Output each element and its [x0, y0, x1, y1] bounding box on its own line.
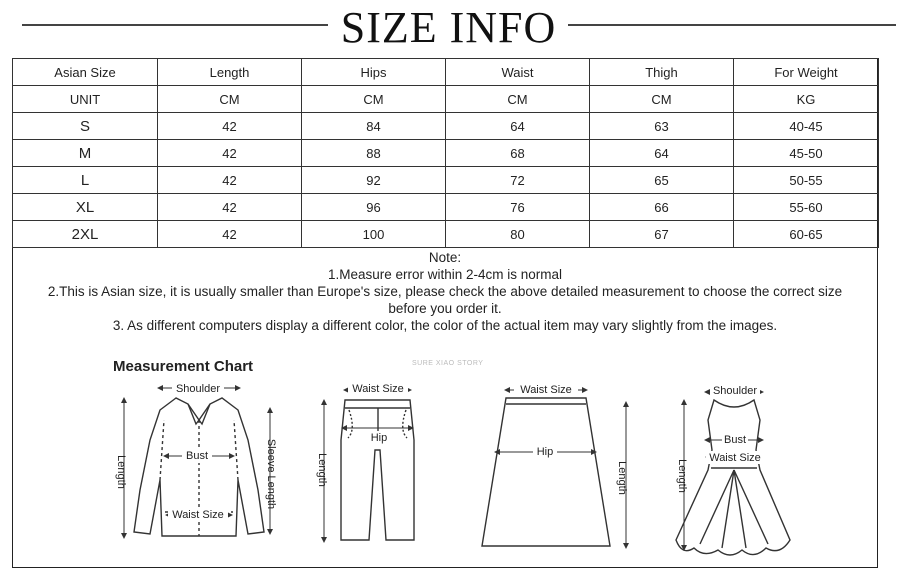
table-cell: 96 — [302, 194, 446, 221]
table-cell: CM — [302, 86, 446, 113]
table-cell: 42 — [158, 167, 302, 194]
table-cell: XL — [13, 194, 158, 221]
note-line: 1.Measure error within 2-4cm is normal — [327, 267, 563, 282]
table-cell: 45-50 — [734, 140, 879, 167]
table-cell: 42 — [158, 140, 302, 167]
shirt-bust-label: Bust — [185, 450, 209, 462]
table-header-cell: Asian Size — [13, 59, 158, 86]
table-cell: 42 — [158, 221, 302, 248]
shirt-sleeve-label: Sleeve Length — [265, 438, 277, 510]
dress-shoulder-label: Shoulder — [712, 385, 758, 397]
table-cell: UNIT — [13, 86, 158, 113]
note-line: 3. As different computers display a different color, the color of the actual item may vary slightly from the images. — [112, 318, 778, 333]
pants-length-label: Length — [316, 453, 328, 487]
shirt-waist-label: Waist Size — [172, 509, 224, 521]
pants-waist-label: Waist Size — [352, 383, 404, 395]
table-cell: 64 — [446, 113, 590, 140]
table-cell: 2XL — [13, 221, 158, 248]
watermark: SURE XIAO STORY — [412, 360, 484, 367]
table-cell: 67 — [590, 221, 734, 248]
header — [0, 0, 897, 54]
skirt-diagram — [482, 398, 610, 546]
table-cell: 63 — [590, 113, 734, 140]
table-cell: L — [13, 167, 158, 194]
table-header-cell: Waist — [446, 59, 590, 86]
table-row — [13, 194, 879, 221]
skirt-waist-label: Waist Size — [520, 384, 572, 396]
table-cell: 50-55 — [734, 167, 879, 194]
table-cell: S — [13, 113, 158, 140]
notes — [13, 249, 877, 334]
measurement-chart-title: Measurement Chart — [113, 358, 254, 375]
table-cell: 65 — [590, 167, 734, 194]
dress-bust-label: Bust — [723, 434, 747, 446]
shirt-shoulder-label: Shoulder — [175, 383, 221, 395]
table-cell: 40-45 — [734, 113, 879, 140]
table-cell: 80 — [446, 221, 590, 248]
table-header-cell: Hips — [302, 59, 446, 86]
measurement-diagrams — [100, 354, 820, 564]
skirt-length-label: Length — [616, 461, 628, 495]
table-cell: 42 — [158, 194, 302, 221]
note-line: 2.This is Asian size, it is usually smaller than Europe's size, please check the above detailed measurement to choose the correct size — [47, 284, 843, 299]
skirt-hip-label: Hip — [536, 446, 554, 458]
table-header-row — [13, 59, 879, 86]
table-row — [13, 113, 879, 140]
dress-length-label: Length — [676, 459, 688, 493]
note-line: before you order it. — [388, 301, 502, 316]
table-cell: 88 — [302, 140, 446, 167]
table-row — [13, 221, 879, 248]
table-cell: 84 — [302, 113, 446, 140]
size-table — [12, 58, 879, 248]
table-header-cell: Thigh — [590, 59, 734, 86]
table-cell: CM — [590, 86, 734, 113]
table-unit-row — [13, 86, 879, 113]
table-cell: 100 — [302, 221, 446, 248]
table-cell: 60-65 — [734, 221, 879, 248]
table-cell: CM — [446, 86, 590, 113]
pants-arrows — [324, 390, 411, 540]
table-cell: 68 — [446, 140, 590, 167]
table-cell: 42 — [158, 113, 302, 140]
pants-diagram — [341, 400, 414, 540]
table-header-cell: For Weight — [734, 59, 879, 86]
dress-arrows — [684, 392, 761, 548]
page-title: SIZE INFO — [340, 3, 557, 52]
table-cell: CM — [158, 86, 302, 113]
dress-diagram — [676, 400, 790, 555]
table-cell: KG — [734, 86, 879, 113]
table-cell: 72 — [446, 167, 590, 194]
notes-heading: Note: — [428, 250, 462, 265]
table-cell: 55-60 — [734, 194, 879, 221]
table-cell: 66 — [590, 194, 734, 221]
pants-hip-label: Hip — [370, 432, 388, 444]
table-row — [13, 140, 879, 167]
table-cell: 76 — [446, 194, 590, 221]
table-header-cell: Length — [158, 59, 302, 86]
shirt-length-label: Length — [115, 455, 127, 489]
table-cell: M — [13, 140, 158, 167]
title-rule-right — [568, 24, 896, 26]
dress-waist-label: Waist Size — [709, 452, 761, 464]
table-cell: 92 — [302, 167, 446, 194]
table-cell: 64 — [590, 140, 734, 167]
table-row — [13, 167, 879, 194]
